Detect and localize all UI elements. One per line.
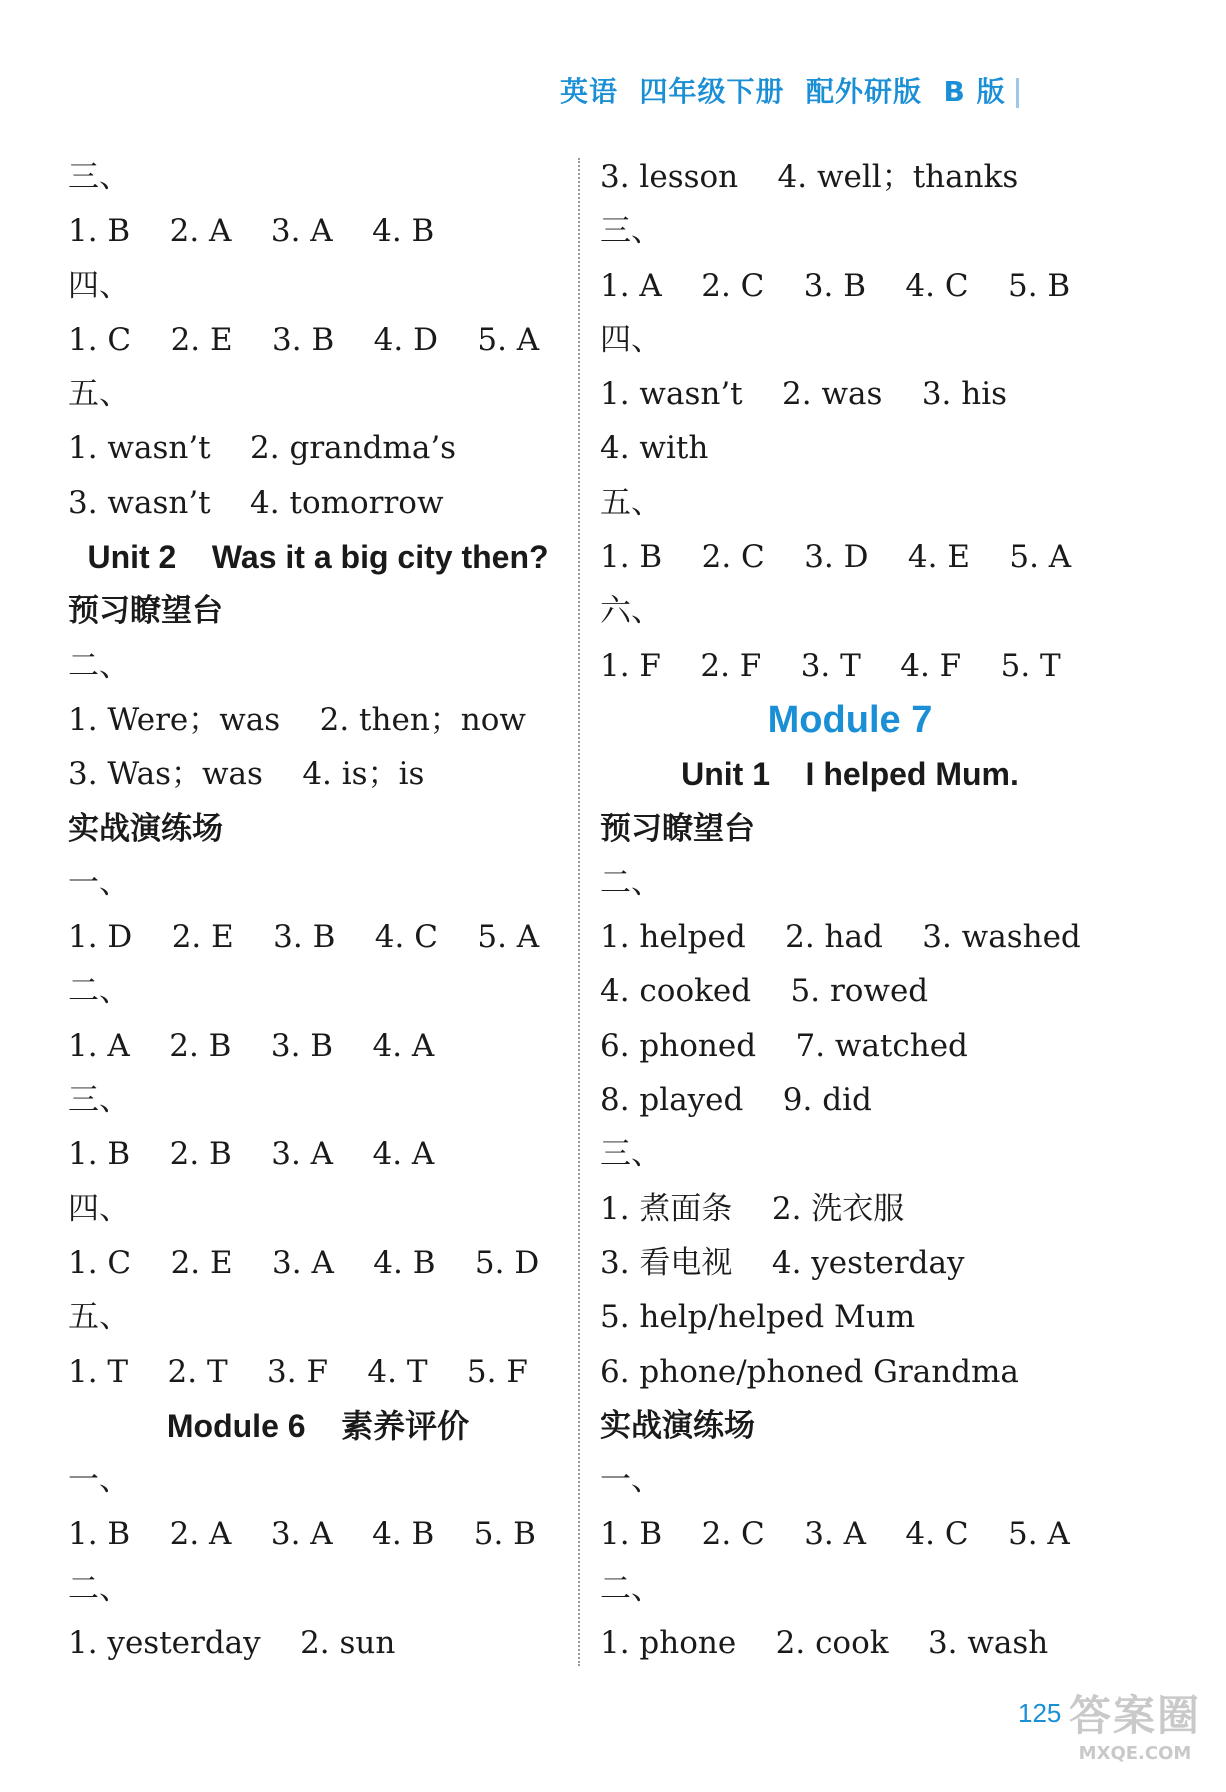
answer-line: 1. C 2. E 3. A 4. B 5. D — [68, 1244, 540, 1281]
section-number: 三、 — [68, 159, 130, 195]
answer-line: 1. C 2. E 3. B 4. D 5. A — [68, 321, 540, 358]
section-number: 二、 — [68, 973, 130, 1010]
answer-line: 1. helped 2. had 3. washed — [600, 919, 1081, 956]
answer-line: 1. B 2. C 3. A 4. C 5. A — [600, 1516, 1070, 1553]
section-heading: 实战演练场 — [68, 810, 223, 847]
answer-line: 1. A 2. B 3. B 4. A — [68, 1027, 435, 1064]
page-header — [560, 70, 1060, 116]
answer-line: 6. phoned 7. watched — [600, 1027, 968, 1064]
section-heading: 预习瞭望台 — [600, 810, 755, 847]
section-number: 一、 — [68, 864, 130, 901]
answer-line: 6. phone/phoned Grandma — [600, 1353, 1019, 1390]
answer-line: 1. F 2. F 3. T 4. F 5. T — [600, 647, 1061, 684]
section-number: 四、 — [600, 321, 662, 358]
answer-line: 3. wasn’t 4. tomorrow — [68, 484, 444, 521]
section-number: 三、 — [600, 1136, 662, 1173]
section-heading: 实战演练场 — [600, 1407, 755, 1444]
section-number: 四、 — [68, 267, 130, 304]
answer-line: 3. Was；was 4. is；is — [68, 756, 425, 793]
section-number: 一、 — [68, 1462, 130, 1499]
answer-line: 1. B 2. B 3. A 4. A — [68, 1136, 435, 1173]
page-number: 125 — [1018, 1698, 1062, 1728]
header-divider-mark — [1016, 78, 1019, 108]
section-number: 三、 — [68, 1082, 130, 1119]
watermark-sub: MXQE.COM — [1078, 1743, 1192, 1764]
answer-line: 1. wasn’t 2. was 3. his — [600, 376, 1008, 413]
section-number: 二、 — [600, 864, 662, 901]
section-number: 五、 — [68, 376, 130, 413]
section-number: 四、 — [68, 1190, 130, 1227]
column-divider — [578, 158, 580, 1666]
section-number: 六、 — [600, 593, 662, 630]
header-title: 英语 四年级下册 配外研版 B 版 — [560, 75, 1006, 108]
answer-line: 3. lesson 4. well；thanks — [600, 159, 1019, 195]
module-title: Module 7 — [767, 698, 933, 741]
section-number: 五、 — [68, 1299, 130, 1336]
section-heading: 预习瞭望台 — [68, 593, 223, 630]
section-number: 二、 — [68, 647, 130, 684]
unit-title: Unit 2 Was it a big city then? — [87, 539, 549, 576]
section-number: 五、 — [600, 484, 662, 521]
answer-line: 8. played 9. did — [600, 1082, 872, 1119]
answer-line: 1. 煮面条 2. 洗衣服 — [600, 1190, 905, 1227]
answer-line: 1. wasn’t 2. grandma’s — [68, 430, 457, 467]
answer-line: 3. 看电视 4. yesterday — [600, 1244, 965, 1281]
answer-line: 1. B 2. A 3. A 4. B 5. B — [68, 1516, 536, 1553]
section-number: 三、 — [600, 213, 662, 250]
section-number: 二、 — [68, 1570, 130, 1607]
answer-line: 4. cooked 5. rowed — [600, 973, 929, 1010]
answer-line: 1. B 2. A 3. A 4. B — [68, 213, 435, 250]
answer-line: 1. yesterday 2. sun — [68, 1625, 396, 1662]
section-number: 二、 — [600, 1570, 662, 1607]
answer-line: 1. B 2. C 3. D 4. E 5. A — [600, 539, 1072, 576]
watermark-logo — [1060, 1690, 1210, 1780]
left-column — [68, 150, 568, 1670]
module-title: Module 6 素养评价 — [166, 1407, 470, 1444]
answer-line: 1. A 2. C 3. B 4. C 5. B — [600, 267, 1071, 304]
right-column — [600, 150, 1100, 1670]
answer-line: 1. phone 2. cook 3. wash — [600, 1625, 1049, 1662]
section-number: 一、 — [600, 1462, 662, 1499]
unit-title: Unit 1 I helped Mum. — [681, 756, 1019, 793]
watermark-main: 答案圈 — [1068, 1691, 1201, 1740]
answer-line: 1. Were；was 2. then；now — [68, 701, 526, 738]
answer-line: 4. with — [600, 430, 709, 467]
answer-line: 5. help/helped Mum — [600, 1299, 916, 1336]
answer-line: 1. D 2. E 3. B 4. C 5. A — [68, 919, 540, 956]
answer-line: 1. T 2. T 3. F 4. T 5. F — [68, 1353, 528, 1390]
